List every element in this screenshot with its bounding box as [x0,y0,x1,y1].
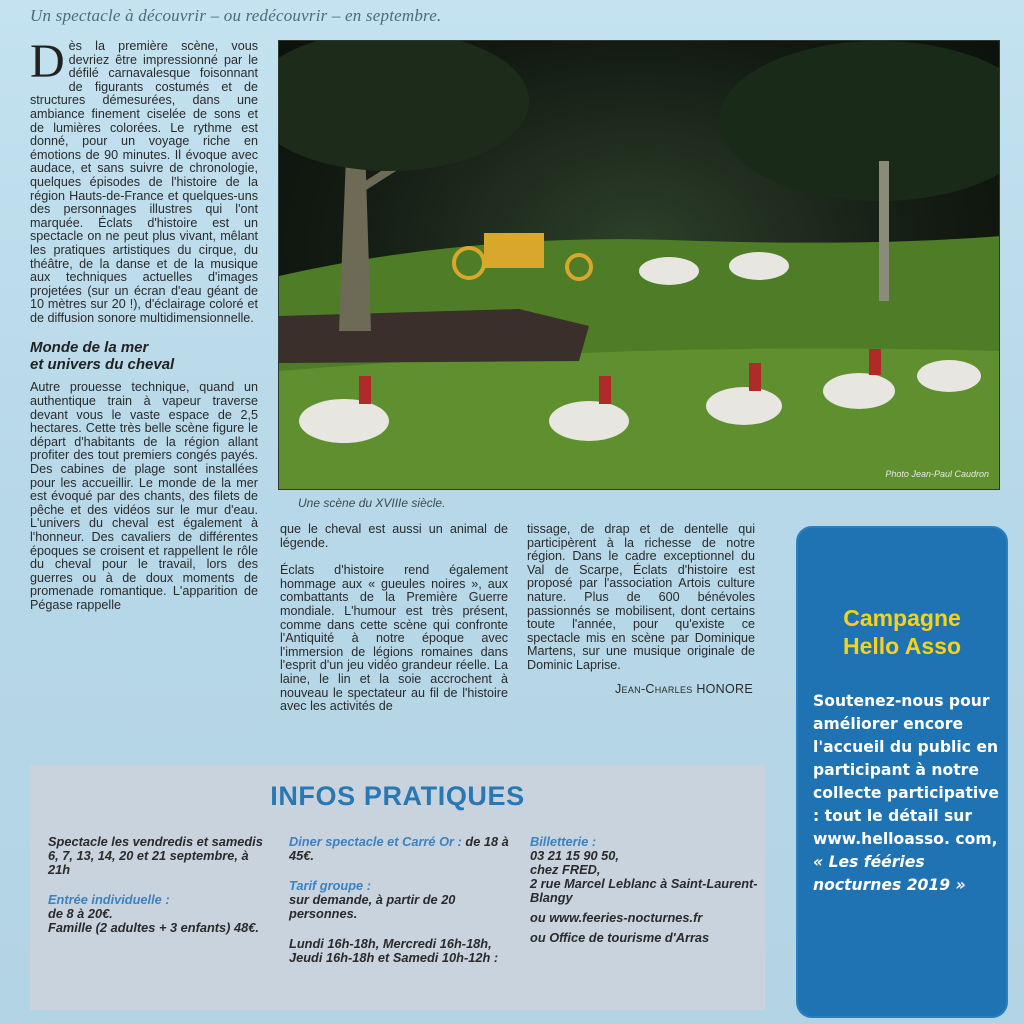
campaign-body [813,690,1001,897]
diner-info [289,835,514,863]
subheading-line-2: et univers du cheval [30,356,175,374]
col3-paragraph-1: tissage, de drap et de dentelle qui participèrent à la richesse de notre région. Dans le cadre exceptionnel du Val de Scarpe, Éclats d'histoire est proposé par l'association Artois culture nature. Plus de 600 bénévoles passionnés se mobilisent, dont certains toute l'année, pour qu'existe ce spectacle mis en scène par Dominique Martens, sur une musique originale de Dominic Laprise. [527,522,755,672]
entree-label: Entrée individuelle : [48,892,170,907]
ticket-vendor: chez FRED, [530,862,601,877]
campaign-name: « Les fééries nocturnes 2019 » [813,853,966,894]
subheading-line-1: Monde de la mer [30,339,149,357]
ticket-address: 2 rue Marcel Leblanc à Saint-Laurent-Blangy [530,876,758,905]
groupe-value: sur demande, à partir de 20 personnes. [289,892,456,921]
section-subheading [30,339,258,373]
ticket-website[interactable]: ou www.feeries-nocturnes.fr [530,910,703,925]
opening-hours: Lundi 16h-18h, Mercredi 16h-18h, Jeudi 16h-18h et Samedi 10h-12h : [289,936,499,965]
tourism-office: ou Office de tourisme d'Arras [530,930,710,945]
campaign-body-text: Soutenez-nous pour améliorer encore l'accueil du public en participant à notre collecte participative : tout le détail sur www.helloasso. com, [813,692,999,848]
show-dates: Spectacle les vendredis et samedis 6, 7, 13, 14, 20 et 21 septembre, à 21h [48,834,263,877]
article-headline: Un spectacle à découvrir – ou redécouvrir – en septembre. [30,6,442,25]
ticket-phone: 03 21 15 90 50, [530,848,619,863]
infos-column-dates [48,835,273,935]
groupe-info [289,879,514,921]
photo-illustration [279,41,1000,490]
photo-credit: Photo Jean-Paul Caudron [885,469,989,479]
famille-price: Famille (2 adultes + 3 enfants) 48€. [48,920,259,935]
entree-value: de 8 à 20€. [48,906,113,921]
col2-paragraph-2: Éclats d'histoire rend également hommage aux « gueules noires », aux combattants de la Première Guerre mondiale. L'humour est très présent, comme dans cette scène qui confronte l'Antiquité à notre époque avec l'immersion de légions romaines dans l'esprit d'un jeu vidéo grandeur réelle. La laine, le lin et la soie accrochent à nouveau le spectateur au fil de l'histoire avec les activités de [280,563,508,714]
campaign-title [798,604,1006,660]
paragraph-2: Autre prouesse technique, quand un authentique train à vapeur traverse devant vous le vaste espace de 2,5 hectares. Cette très belle scène figure le départ d'habitants de la région allant profiter des tout premiers congés payés. Des cabines de plage sont installées pour les accueillir. Le monde de la mer est évoqué par des chants, des filets de pêche et des vidéos sur le mur d'eau. L'univers du cheval est également à l'honneur. Des cavaliers de différentes époques se croisent et rappellent le rôle du cheval pour le travail, lors des guerres ou à de doux moments de promenade romantique. L'apparition de Pégase rappelle [30,380,258,612]
diner-value: de 18 à 45€. [289,834,509,863]
col2-paragraph-1: que le cheval est aussi un animal de légende. [280,522,508,550]
infos-column-tickets [530,835,760,945]
scene-photo [278,40,1000,490]
intro-paragraph [30,35,258,325]
billet-label: Billetterie : [530,834,597,849]
diner-label: Diner spectacle et Carré Or : [289,834,462,849]
infos-column-prices [289,835,514,965]
groupe-label: Tarif groupe : [289,878,371,893]
article-column-2 [280,523,508,714]
photo-caption: Une scène du XVIIIe siècle. [298,496,446,510]
intro-text: ès la première scène, vous devriez être impressionné par le défilé carnavalesque foisonnant de figurants costumés et de structures démesurées, dans une ambiance finement ciselée de sons et de lumières colorées. Le rythme est donné, pour un voyage riche en émotions de 90 minutes. Il évoque avec audace, et sans suivre de chronologie, quelques épisodes de l'histoire de la région Hauts-de-France et quelques-uns des personnages illustres qui l'ont marquée. Éclats d'histoire est un spectacle on ne peut plus vivant, mêlant les pratiques artistiques du cirque, du théâtre, de la danse et de la musique aux techniques actuelles d'images projetées (sur un écran d'eau géant de 10 mètres sur 20 !), d'éclairage coloré et de diffusion sonore multidimensionnelle. [30,39,258,325]
article-column-3 [527,523,755,696]
author-signature: Jean-Charles HONORE [615,681,753,696]
infos-title: INFOS PRATIQUES [270,781,525,811]
article-column-1 [30,35,258,613]
campaign-title-line-2: Hello Asso [842,633,961,659]
hello-asso-campaign-box [796,526,1008,1018]
drop-cap: D [30,35,65,88]
infos-pratiques-box [30,765,765,1010]
campaign-title-line-1: Campagne [843,605,961,631]
